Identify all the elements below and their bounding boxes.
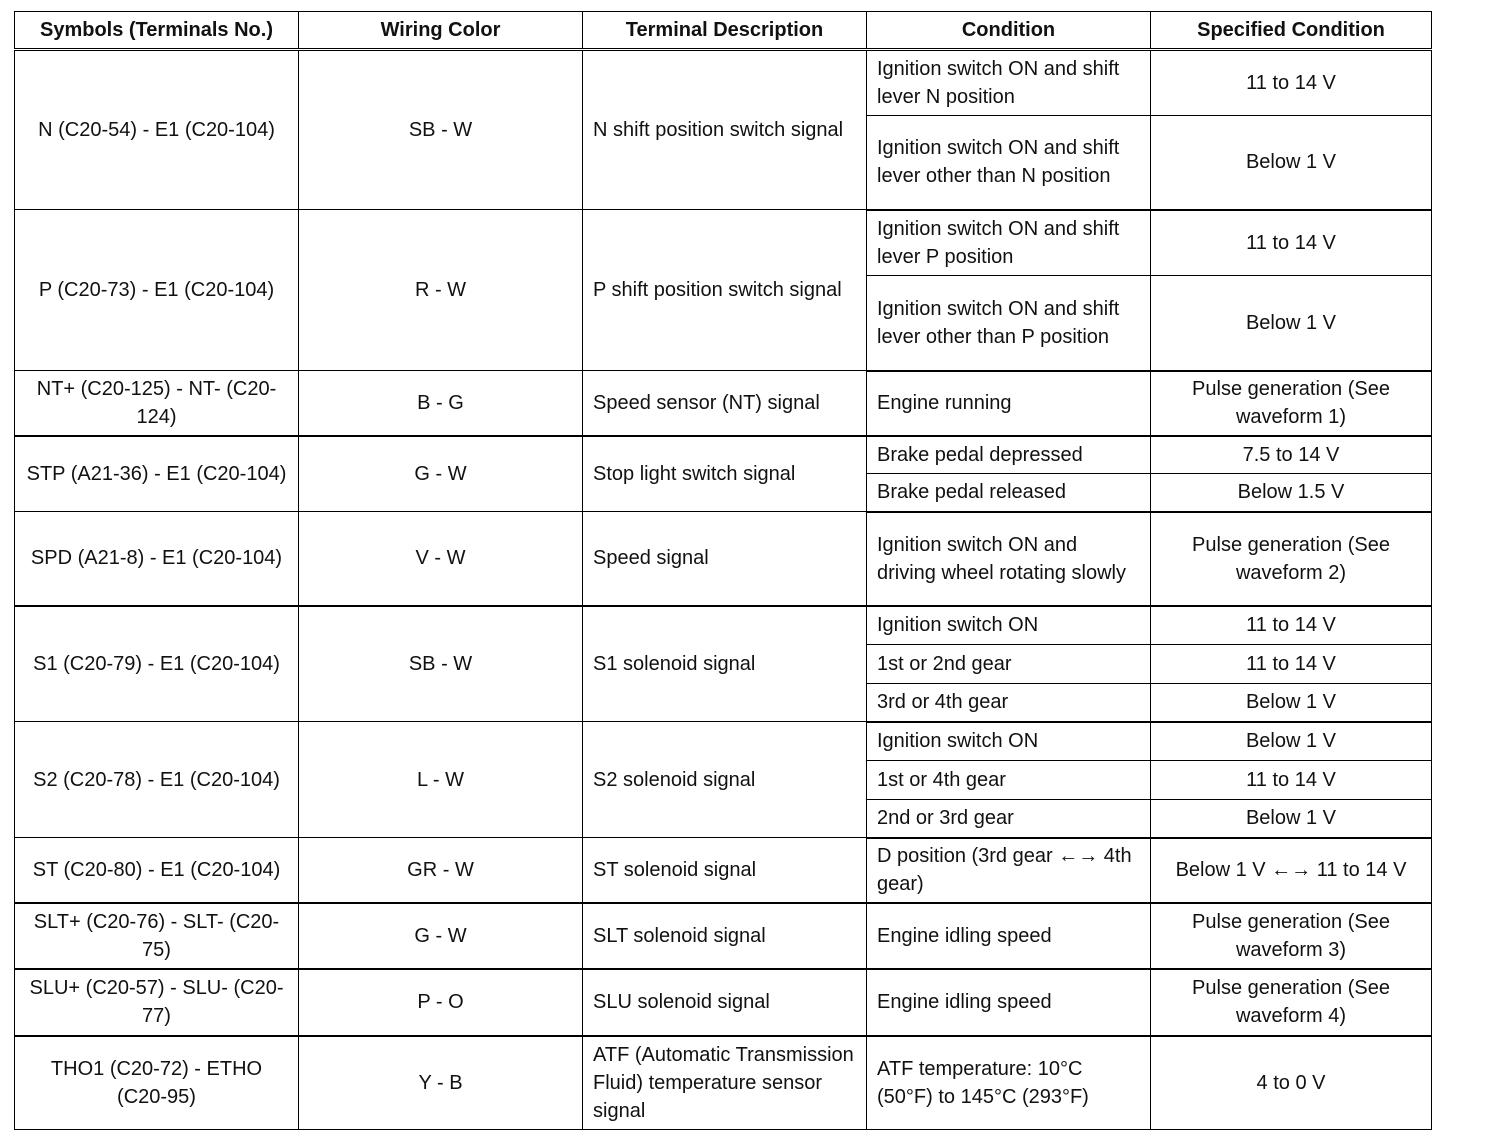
table-row bbox=[15, 903, 1432, 969]
symbol-cell: SLU+ (C20-57) - SLU- (C20-77) bbox=[15, 969, 299, 1036]
description-cell: S1 solenoid signal bbox=[583, 606, 867, 722]
spec-cell: 4 to 0 V bbox=[1151, 1036, 1432, 1130]
spec-cell: 11 to 14 V bbox=[1151, 761, 1432, 800]
wiring-cell: B - G bbox=[299, 371, 583, 436]
spec-cell: 7.5 to 14 V bbox=[1151, 436, 1432, 474]
description-cell: SLU solenoid signal bbox=[583, 969, 867, 1036]
table-row bbox=[15, 50, 1432, 116]
table-row bbox=[15, 969, 1432, 1036]
spec-cell: Below 1 V bbox=[1151, 800, 1432, 838]
condition-cell: 1st or 4th gear bbox=[867, 761, 1151, 800]
table-row bbox=[15, 1036, 1432, 1130]
table-row bbox=[15, 722, 1432, 761]
spec-cell: Pulse generation (See waveform 3) bbox=[1151, 903, 1432, 969]
header-row bbox=[15, 12, 1432, 50]
wiring-cell: GR - W bbox=[299, 838, 583, 903]
spec-cell: Pulse generation (See waveform 1) bbox=[1151, 371, 1432, 436]
condition-cell: Ignition switch ON and shift lever other than N position bbox=[867, 116, 1151, 210]
table-row bbox=[15, 210, 1432, 276]
table-row bbox=[15, 838, 1432, 903]
spec-cell: Below 1 V bbox=[1151, 116, 1432, 210]
spec-cell: Below 1 V bbox=[1151, 722, 1432, 761]
symbol-cell: P (C20-73) - E1 (C20-104) bbox=[15, 210, 299, 371]
condition-cell: 1st or 2nd gear bbox=[867, 645, 1151, 684]
description-cell: Stop light switch signal bbox=[583, 436, 867, 512]
wiring-cell: P - O bbox=[299, 969, 583, 1036]
table-row bbox=[15, 436, 1432, 474]
condition-cell: Engine running bbox=[867, 371, 1151, 436]
table-row bbox=[15, 512, 1432, 606]
spec-cell: Pulse generation (See waveform 4) bbox=[1151, 969, 1432, 1036]
condition-cell: Ignition switch ON and shift lever other than P position bbox=[867, 276, 1151, 371]
condition-cell: 3rd or 4th gear bbox=[867, 684, 1151, 722]
header-terminal-description: Terminal Description bbox=[583, 12, 867, 50]
wiring-cell: SB - W bbox=[299, 50, 583, 210]
wiring-cell: SB - W bbox=[299, 606, 583, 722]
wiring-cell: R - W bbox=[299, 210, 583, 371]
description-cell: Speed sensor (NT) signal bbox=[583, 371, 867, 436]
terminal-spec-table bbox=[14, 11, 1432, 1130]
spec-cell: Below 1 V bbox=[1151, 276, 1432, 371]
condition-cell: Brake pedal depressed bbox=[867, 436, 1151, 474]
symbol-cell: ST (C20-80) - E1 (C20-104) bbox=[15, 838, 299, 903]
spec-cell: Pulse generation (See waveform 2) bbox=[1151, 512, 1432, 606]
condition-cell: Engine idling speed bbox=[867, 969, 1151, 1036]
header-specified-condition: Specified Condition bbox=[1151, 12, 1432, 50]
description-cell: SLT solenoid signal bbox=[583, 903, 867, 969]
spec-cell: Below 1 V ←→ 11 to 14 V bbox=[1151, 838, 1432, 903]
condition-cell: Engine idling speed bbox=[867, 903, 1151, 969]
condition-cell: D position (3rd gear ←→ 4th gear) bbox=[867, 838, 1151, 903]
wiring-cell: G - W bbox=[299, 436, 583, 512]
header-condition: Condition bbox=[867, 12, 1151, 50]
description-cell: S2 solenoid signal bbox=[583, 722, 867, 838]
header-wiring-color: Wiring Color bbox=[299, 12, 583, 50]
symbol-cell: THO1 (C20-72) - ETHO (C20-95) bbox=[15, 1036, 299, 1130]
spec-cell: Below 1.5 V bbox=[1151, 474, 1432, 512]
symbol-cell: STP (A21-36) - E1 (C20-104) bbox=[15, 436, 299, 512]
description-cell: P shift position switch signal bbox=[583, 210, 867, 371]
symbol-cell: SLT+ (C20-76) - SLT- (C20-75) bbox=[15, 903, 299, 969]
symbol-cell: S1 (C20-79) - E1 (C20-104) bbox=[15, 606, 299, 722]
condition-cell: Ignition switch ON and driving wheel rotating slowly bbox=[867, 512, 1151, 606]
spec-cell: 11 to 14 V bbox=[1151, 210, 1432, 276]
spec-cell: 11 to 14 V bbox=[1151, 50, 1432, 116]
wiring-cell: V - W bbox=[299, 512, 583, 606]
spec-cell: 11 to 14 V bbox=[1151, 645, 1432, 684]
description-cell: N shift position switch signal bbox=[583, 50, 867, 210]
condition-cell: Ignition switch ON and shift lever N position bbox=[867, 50, 1151, 116]
condition-cell: Ignition switch ON bbox=[867, 606, 1151, 645]
description-cell: Speed signal bbox=[583, 512, 867, 606]
description-cell: ATF (Automatic Transmission Fluid) temperature sensor signal bbox=[583, 1036, 867, 1130]
symbol-cell: N (C20-54) - E1 (C20-104) bbox=[15, 50, 299, 210]
wiring-cell: L - W bbox=[299, 722, 583, 838]
condition-cell: Ignition switch ON bbox=[867, 722, 1151, 761]
spec-cell: 11 to 14 V bbox=[1151, 606, 1432, 645]
symbol-cell: SPD (A21-8) - E1 (C20-104) bbox=[15, 512, 299, 606]
table-row bbox=[15, 606, 1432, 645]
condition-cell: Brake pedal released bbox=[867, 474, 1151, 512]
header-symbols: Symbols (Terminals No.) bbox=[15, 12, 299, 50]
condition-cell: 2nd or 3rd gear bbox=[867, 800, 1151, 838]
condition-cell: Ignition switch ON and shift lever P position bbox=[867, 210, 1151, 276]
description-cell: ST solenoid signal bbox=[583, 838, 867, 903]
table-row bbox=[15, 371, 1432, 436]
condition-cell: ATF temperature: 10°C (50°F) to 145°C (293°F) bbox=[867, 1036, 1151, 1130]
wiring-cell: Y - B bbox=[299, 1036, 583, 1130]
symbol-cell: NT+ (C20-125) - NT- (C20-124) bbox=[15, 371, 299, 436]
symbol-cell: S2 (C20-78) - E1 (C20-104) bbox=[15, 722, 299, 838]
wiring-cell: G - W bbox=[299, 903, 583, 969]
spec-cell: Below 1 V bbox=[1151, 684, 1432, 722]
